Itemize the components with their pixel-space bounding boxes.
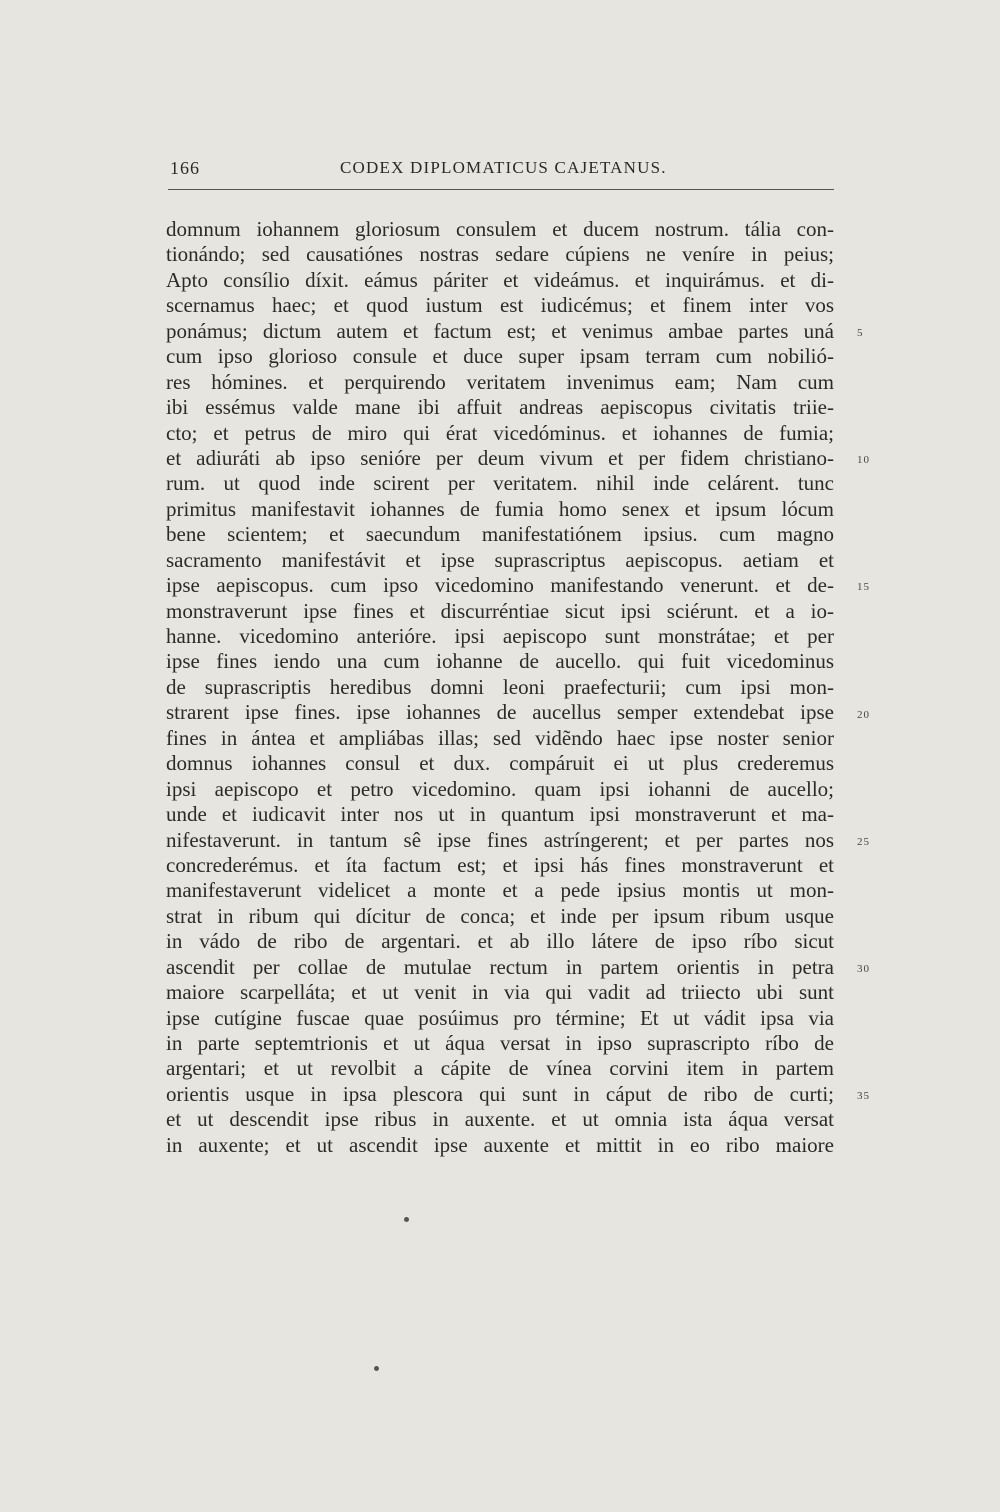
text-line: tionándo; sed causatiónes nostras sedare cúpiens ne veníre in peius; [166,242,834,267]
text-line: Apto consílio díxit. eámus páriter et videámus. et inquirámus. et di- [166,267,834,292]
text-line: de suprascriptis heredibus domni leoni praefecturii; cum ipsi mon- [166,674,834,699]
text-line: res hómines. et perquirendo veritatem invenimus eam; Nam cum [166,369,834,394]
text-line: cum ipso glorioso consule et duce super ipsam terram cum nobilió- [166,344,834,369]
margin-line-number: 15 [857,581,870,594]
margin-line-number: 25 [857,835,870,848]
text-line: ascendit per collae de mutulae rectum in partem orientis in petra [166,954,834,979]
text-line: argentari; et ut revolbit a cápite de vínea corvini item in partem [166,1056,834,1081]
margin-line-number: 35 [857,1090,870,1103]
text-line: ponámus; dictum autem et factum est; et venimus ambae partes uná [166,318,834,343]
margin-line-number: 10 [857,454,870,467]
text-line: fines in ántea et ampliábas illas; sed vidẽndo haec ipse noster senior [166,725,834,750]
text-line: ipse cutígine fuscae quae posúimus pro términe; Et ut vádit ipsa via [166,1005,834,1030]
text-line: unde et iudicavit inter nos ut in quantum ipsi monstraverunt et ma- [166,802,834,827]
text-line: ipse aepiscopus. cum ipso vicedomino manifestando venerunt. et de- [166,573,834,598]
text-line: nifestaverunt. in tantum sê ipse fines astríngerent; et per partes nos [166,827,834,852]
text-line: rum. ut quod inde scirent per veritatem. nihil inde celárent. tunc [166,471,834,496]
running-title: CODEX DIPLOMATICUS CAJETANUS. [340,158,667,177]
margin-line-number: 20 [857,708,870,721]
margin-line-number: 5 [857,326,864,339]
page-speck [404,1217,409,1222]
text-line: ipse fines iendo una cum iohanne de aucello. qui fuit vicedominus [166,649,834,674]
page-speck [374,1366,379,1371]
text-line: et ut descendit ipse ribus in auxente. et ut omnia ista áqua versat [166,1107,834,1132]
text-line: concrederémus. et íta factum est; et ipsi hás fines monstraverunt et [166,852,834,877]
text-line: in auxente; et ut ascendit ipse auxente et mittit in eo ribo maiore [166,1132,834,1157]
text-line: monstraverunt ipse fines et discurréntiae sicut ipsi sciérunt. et a io- [166,598,834,623]
text-line: hanne. vicedomino anterióre. ipsi aepiscopo sunt monstrátae; et per [166,624,834,648]
text-line: strarent ipse fines. ipse iohannes de aucellus semper extendebat ipse [166,700,834,725]
text-line: ibi essémus valde mane ibi affuit andreas aepiscopus civitatis triie- [166,395,834,420]
header-rule [168,189,834,190]
text-line: strat in ribum qui dícitur de conca; et inde per ipsum ribum usque [166,903,834,928]
text-line: primitus manifestavit iohannes de fumia homo senex et ipsum lócum [166,496,834,521]
page-number: 166 [170,158,200,178]
text-line: in parte septemtrionis et ut áqua versat in ipso suprascripto ríbo de [166,1031,834,1055]
text-line: sacramento manifestávit et ipse suprascriptus aepiscopus. aetiam et [166,547,834,572]
margin-line-number: 30 [857,963,870,976]
text-line: cto; et petrus de miro qui érat vicedóminus. et iohannes de fumia; [166,420,834,445]
body-text [166,217,834,1158]
text-line: ipsi aepiscopo et petro vicedomino. quam ipsi iohanni de aucello; [166,776,834,801]
text-line: domnum iohannem gloriosum consulem et ducem nostrum. tália con- [166,217,834,241]
text-line: in vádo de ribo de argentari. et ab illo látere de ipso ríbo sicut [166,929,834,954]
text-line: manifestaverunt videlicet a monte et a pede ipsius montis ut mon- [166,878,834,903]
text-line: domnus iohannes consul et dux. compáruit ei ut plus crederemus [166,751,834,776]
text-line: maiore scarpelláta; et ut venit in via qui vadit ad triiecto ubi sunt [166,980,834,1005]
text-line: orientis usque in ipsa plescora qui sunt in cáput de ribo de curti; [166,1081,834,1106]
text-line: scernamus haec; et quod iustum est iudicémus; et finem inter vos [166,293,834,318]
text-line: et adiuráti ab ipso senióre per deum vivum et per fidem christiano- [166,445,834,470]
text-line: bene scientem; et saecundum manifestatiónem ipsius. cum magno [166,522,834,547]
